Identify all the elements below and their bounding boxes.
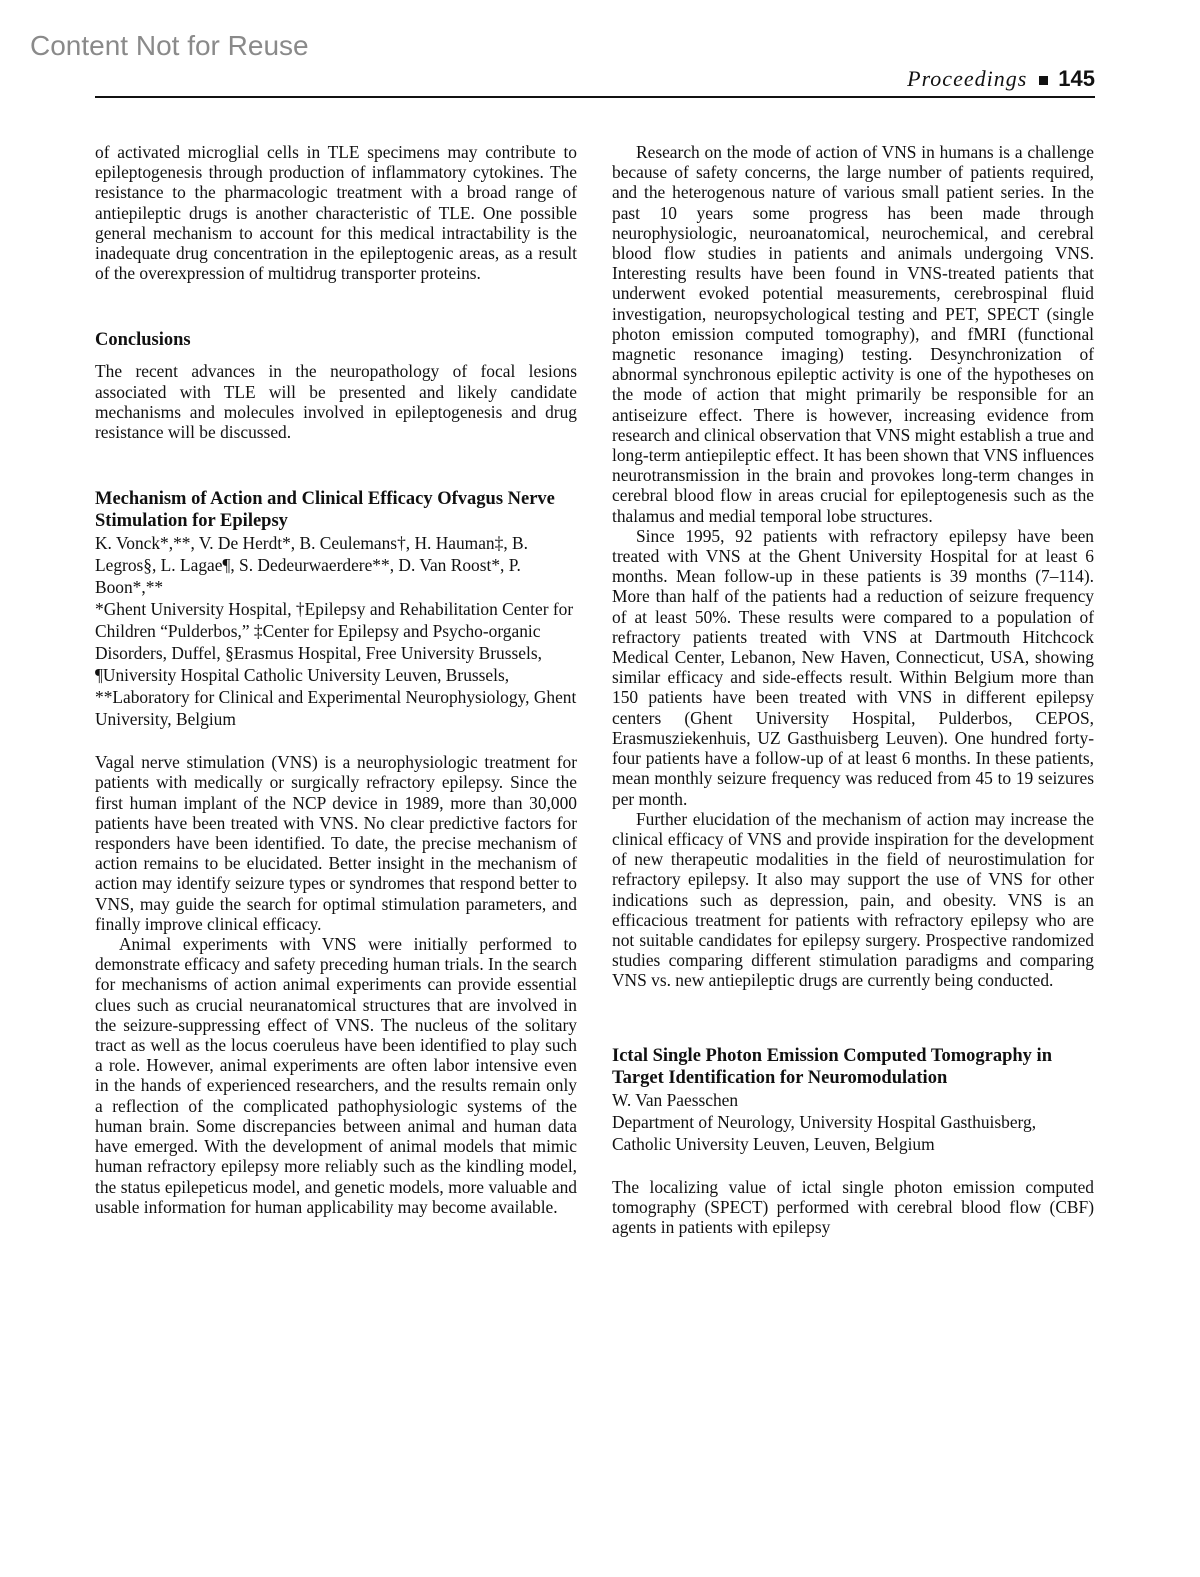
- body-paragraph-3: Research on the mode of action of VNS in humans is a challenge because of safety concerns, the large number of patients required, and the heterogenous nature of various small patient series. In the past 10 years some progress has been made through neurophysiologic, neuroanatomical, neurochemical, and cerebral blood flow studies in patients and animals undergoing VNS. Interesting results have been found in VNS-treated patients that underwent evoked potential measurements, cerebrospinal fluid investigation, neuropsychological testing and PET, SPECT (single photon emission computed tomography), and fMRI (functional magnetic resonance imaging) testing. Desynchronization of abnormal synchronous epileptic activity is one of the hypotheses on the mode of action that might primarily be responsible for an antiseizure effect. There is however, increasing evidence from research and clinical observation that VNS might establish a true and long-term antiepileptic effect. It has been shown that VNS influences neurotransmission in the brain and provokes long-term changes in cerebral blood flow in areas crucial for epileptogenesis such as the thalamus and medial temporal lobe structures.: [612, 142, 1094, 526]
- body-paragraph-4: Since 1995, 92 patients with refractory epilepsy have been treated with VNS at the Ghent University Hospital for at least 6 months. Mean follow-up in these patients is 39 months (7–114). More than half of the patients had a reduction of seizure frequency of at least 50%. These results were compared to a population of refractory patients treated with VNS at Dartmouth Hitchcock Medical Center, Lebanon, New Haven, Connecticut, USA, showing similar efficacy and side-effects result. Within Belgium more than 150 patients have been treated with VNS in different epilepsy centers (Ghent University Hospital, Pulderbos, CEPOS, Erasmusziekenhuis, UZ Gasthuisberg Leuven). One hundred forty-four patients have a follow-up of at least 6 months. In these patients, mean monthly seizure frequency was reduced from 45 to 19 seizures per month.: [612, 525, 1094, 809]
- body-paragraph-1: Vagal nerve stimulation (VNS) is a neurophysiologic treatment for patients with medically or surgically refractory epilepsy. Since the first human implant of the NCP device in 1989, more than 30,000 patients have been treated with VNS. No clear predictive factors for responders have been identified. To date, the precise mechanism of action remains to be elucidated. Better insight in the mechanism of action may identify seizure types or syndromes that respond better to VNS, may guide the search for optimal stimulation parameters, and finally improve clinical efficacy.: [95, 752, 577, 934]
- affiliation-spect: Department of Neurology, University Hospital Gasthuisberg, Catholic University Leuven, Leuven, Belgium: [612, 1111, 1037, 1154]
- body-paragraph-5: Further elucidation of the mechanism of action may increase the clinical efficacy of VNS and provide inspiration for the development of new therapeutic modalities in the field of neurostimulation for refractory epilepsy. It also may support the use of VNS for other indications such as depression, pain, and obesity. VNS is an efficacious treatment for patients with refractory epilepsy who are not suitable candidates for epilepsy surgery. Prospective randomized studies comparing different stimulation paradigms and comparing VNS vs. new antiepileptic drugs are currently being conducted.: [612, 808, 1094, 991]
- right-column: [612, 142, 1094, 1237]
- square-bullet-icon: [1039, 76, 1048, 85]
- running-header: [95, 66, 1095, 98]
- intro-paragraph: of activated microglial cells in TLE specimens may contribute to epileptogenesis through production of inflammatory cytokines. The resistance to the pharmacologic treatment with a broad range of antiepileptic drugs is another characteristic of TLE. One possible general mechanism to account for this medical intractability is the inadequate drug concentration in the epileptogenic areas, as a result of the overexpression of multidrug transporter proteins.: [95, 142, 577, 284]
- page-number: 145: [1058, 66, 1095, 91]
- left-column: [95, 142, 577, 1217]
- author-spect: W. Van Paesschen: [612, 1089, 739, 1110]
- article-title-spect: Ictal Single Photon Emission Computed Tomography in Target Identification for Neuromodulation: [612, 1045, 1052, 1088]
- authors-vns: K. Vonck*,**, V. De Herdt*, B. Ceulemans†, H. Hauman‡, B. Legros§, L. Lagae¶, S. Dedeurwaerdere**, D. Van Roost*, P. Boon*,**: [95, 533, 528, 598]
- conclusions-heading: Conclusions: [95, 330, 191, 351]
- article-title-vns: Mechanism of Action and Clinical Efficacy Ofvagus Nerve Stimulation for Epilepsy: [95, 489, 555, 532]
- journal-name: Proceedings: [907, 66, 1028, 91]
- watermark: Content Not for Reuse: [30, 30, 309, 61]
- body-paragraph-6: The localizing value of ictal single photon emission computed tomography (SPECT) performed with cerebral blood flow (CBF) agents in patients with epilepsy: [612, 1176, 1094, 1237]
- body-paragraph-2: Animal experiments with VNS were initially performed to demonstrate efficacy and safety preceding human trials. In the search for mechanisms of action animal experiments can provide essential clues such as crucial neuranatomical structures that are involved in the seizure-suppressing effect of VNS. The nucleus of the solitary tract as well as the locus coeruleus have been identified to play such a role. However, animal experiments are often labor intensive even in the hands of experienced researchers, and the results remain only a reflection of the complicated pathophysiologic systems of the human brain. Some discrepancies between animal and human data have emerged. With the development of animal models that mimic human refractory epilepsy more reliably such as the kindling model, the status epilepeticus model, and genetic models, more valuable and usable information for human applicability may become available.: [95, 934, 577, 1217]
- conclusions-text: The recent advances in the neuropathology of focal lesions associated with TLE will be presented and likely candidate mechanisms and molecules involved in epileptogenesis and drug resistance will be discussed.: [95, 361, 577, 443]
- affiliations-vns: *Ghent University Hospital, †Epilepsy and Rehabilitation Center for Children “Pulderbos,” ‡Center for Epilepsy and Psycho-organic Disorders, Duffel, §Erasmus Hospital, Free University Brussels, ¶University Hospital Catholic University Leuven, Brussels, **Laboratory for Clinical and Experimental Neurophysiology, Ghent University, Belgium: [95, 599, 577, 730]
